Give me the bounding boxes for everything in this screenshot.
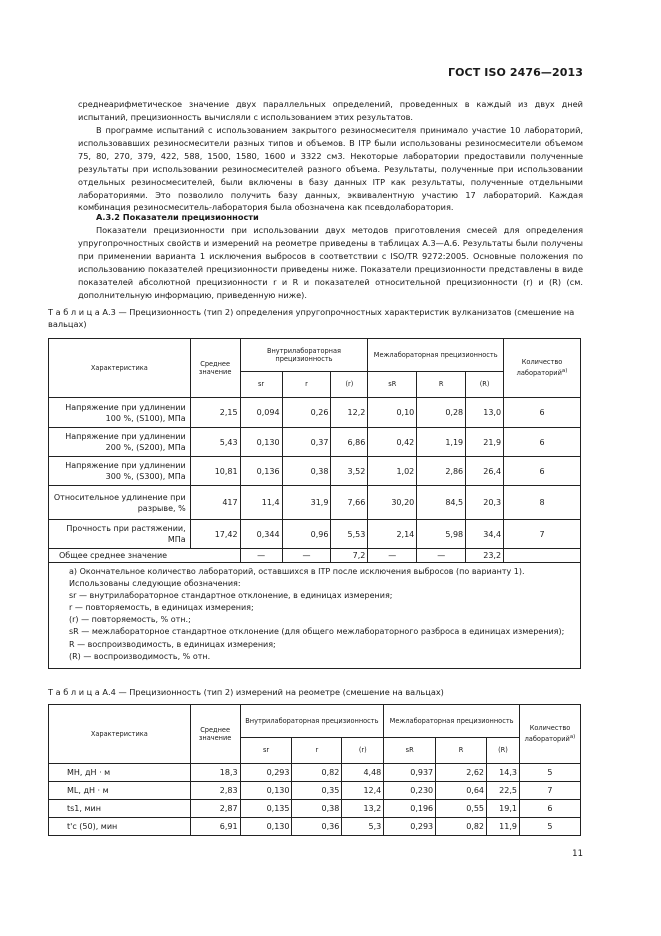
paragraph-2: В программе испытаний с использованием закрытого резиносмесителя принимало участие 10 лабораторий, использовавших резиносмесители разных типов и объемов. В ITP были использованы резиносмесители объемом 75, 80, 270, 379, 422, 588, 1500, 1580, 1600 и 3322 см3. Некоторые лаборатории предоставили полученные результаты при использовании резиносмесителей разного объема. Результаты, полученные при использовании отдельных резиносмесителей, были включены в базу данных ITP как результаты, полученные отдельными лабораториями. Это позволило получить базу данных, эквивалентную участию 17 лабораторий. Каждая комбинация резиносмеситель-лаборатория была обозначена как псевдолаборатория.	[78, 125, 583, 213]
col-mean: Среднее значение	[190, 339, 240, 398]
table-a3-caption: Т а б л и ц а А.3 — Прецизионность (тип 2) определения упругопрочностных характеристик вулканизатов (смешение на вальцах)	[48, 307, 575, 329]
table-row: t'c (50), мин 6,91 0,130 0,36 5,3 0,293 0,82 11,9 5	[49, 818, 581, 836]
table-row: Напряжение при удлинении 100 %, (S100), МПа 2,15 0,094 0,26 12,2 0,10 0,28 13,0 6	[49, 398, 581, 428]
section-heading: А.3.2 Показатели прецизионности	[96, 212, 259, 222]
table-row: Относительное удлинение при разрыве, % 417 11,4 31,9 7,66 30,20 84,5 20,3 8	[49, 486, 581, 520]
col-Rrel: (R)	[466, 372, 504, 398]
table-row: ML, дН · м 2,83 0,130 0,35 12,4 0,230 0,64 22,5 7	[49, 782, 581, 800]
paragraph-3: Показатели прецизионности при использовании двух методов приготовления смесей для определения упругопрочностных свойств и измерений на реометре приведены в таблицах А.3—А.6. Результаты были получены при применении варианта 1 исключения выбросов в соответствии с ISO/TR 9272:2005. Основные положения по использованию показателей прецизионности приведены ниже. Показатели прецизионности представлены в виде показателей абсолютной прецизионности r и R и показателей относительной прецизионности (r) и (R) (см. дополнительную информацию, приведенную ниже).	[78, 225, 583, 300]
table-a4-caption: Т а б л и ц а А.4 — Прецизионность (тип 2) измерений на реометре (смешение на вальцах)	[48, 687, 444, 697]
col-sR: sR	[368, 372, 417, 398]
paragraph-1: среднеарифметическое значение двух параллельных определений, проведенных в каждый из двух дней испытаний, прецизионность вычисляли с использованием этих результатов.	[78, 99, 583, 122]
table-row: Прочность при растяжении, МПа 17,42 0,344 0,96 5,53 2,14 5,98 34,4 7	[49, 520, 581, 549]
col-R: R	[417, 372, 466, 398]
table-a3	[48, 338, 581, 563]
page-number: 11	[572, 849, 583, 859]
col-intra: Внутрилабораторная прецизионность	[240, 339, 368, 372]
col-r: r	[282, 372, 331, 398]
table-row: MH, дН · м 18,3 0,293 0,82 4,48 0,937 2,62 14,3 5	[49, 764, 581, 782]
table-row: Напряжение при удлинении 300 %, (S300), МПа 10,81 0,136 0,38 3,52 1,02 2,86 26,4 6	[49, 457, 581, 486]
col-count: Количество лабораторий$^{а)}$	[504, 339, 581, 398]
standard-header: ГОСТ ISO 2476—2013	[448, 66, 583, 79]
table-total-row: Общее среднее значение — — 7,2 — — 23,2	[49, 549, 581, 563]
table-a3-notes: а) Окончательное количество лабораторий, оставшихся в ITP после исключения выбросов (по варианту 1). Использованы следующие обозначения: sr — внутрилабораторное стандартное отклонение, в единицах измерения; r — повторяемость, в единицах измерения; (r) — повторяемость, % отн.; sR — межлабораторное стандартное отклонение (для общего межлабораторного разброса в единицах измерения); R — воспроизводимость, в единицах измерения; (R) — воспроизводимость, % отн.	[48, 563, 581, 669]
col-characteristic: Характеристика	[49, 339, 191, 398]
col-sr: sr	[240, 372, 282, 398]
col-inter: Межлабораторная прецизионность	[368, 339, 504, 372]
table-row: Напряжение при удлинении 200 %, (S200), МПа 5,43 0,130 0,37 6,86 0,42 1,19 21,9 6	[49, 428, 581, 457]
table-a4: Характеристика Среднее значение Внутрилабораторная прецизионность Межлабораторная прецизионность Количество лабораторий$^{а)}$ sr r (r) sR R (R) MH, дН · м 18,3 0,293 0,82 4,48 0,937 2,62 14,3 5 ML, дН · м 2,83 0,130 0,35 12,4 0,230 0,64 22,5 7 ts1, мин 2,87 0,135 0,38 13,2 0,196 0,55 19,1 6 t'c (50), мин 6,91 0,130 0,36 5,3 0,293 0,82 11,9 5	[48, 704, 581, 836]
col-rrel: (r)	[331, 372, 368, 398]
table-row: ts1, мин 2,87 0,135 0,38 13,2 0,196 0,55 19,1 6	[49, 800, 581, 818]
